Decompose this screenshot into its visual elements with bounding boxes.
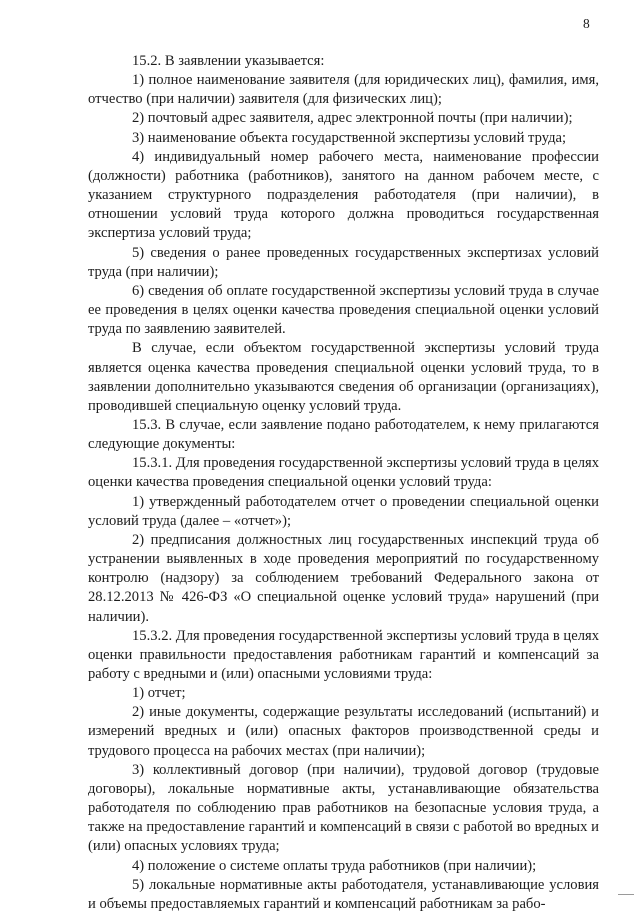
paragraph-15-2-item-4: 4) индивидуальный номер рабочего места, наименование профессии (должности) работника (работников), занятого на данном рабочем месте, с указанием структурного подразделения работодателя (при наличии), в отношении условий труда которого должна проводиться государственная экспертиза условий труда; [88,148,599,242]
paragraph-15-3-2-item-4: 4) положение о системе оплаты труда работников (при наличии); [132,857,537,874]
document-body [88,52,599,914]
paragraph-15-3-1-item-2: 2) предписания должностных лиц государственных инспекций труда об устранении выявленных в ходе проведения мероприятий по государственному контролю (надзору) за соблюдением требований Федерального закона от 28.12.2013 № 426-ФЗ «О специальной оценке условий труда» нарушений (при наличии). [88,531,599,625]
paragraph-15-2-item-2: 2) почтовый адрес заявителя, адрес электронной почты (при наличии); [132,110,573,127]
page-number: 8 [583,16,590,31]
paragraph-special-assessment-note: В случае, если объектом государственной экспертизы условий труда является оценка качества проведения специальной оценки условий труда, то в заявлении дополнительно указываются сведения об организации (организациях), проводившей специальную оценку условий труда. [88,340,599,414]
scan-edge-mark [618,894,634,895]
paragraph-15-3-2-item-3: 3) коллективный договор (при наличии), трудовой договор (трудовые договоры), локальные нормативные акты, устанавливающие обязательства работодателя по соблюдению прав работников на безопасные условия труда, а также на предоставление гарантий и компенсаций в связи с работой во вредных и (или) опасных условиях труда; [88,761,599,855]
paragraph-15-2-item-6: 6) сведения об оплате государственной экспертизы условий труда в случае ее проведения в целях оценки качества проведения специальной оценки условий труда по заявлению заявителей. [88,282,599,338]
paragraph-15-3-2-item-2: 2) иные документы, содержащие результаты исследований (испытаний) и измерений вредных и (или) опасных факторов производственной среды и трудового процесса на рабочих местах (при наличии); [88,704,599,759]
paragraph-15-2-item-3: 3) наименование объекта государственной экспертизы условий труда; [132,129,567,146]
paragraph-15-3-1-item-1: 1) утвержденный работодателем отчет о проведении специальной оценки условий труда (далее – «отчет»); [88,493,599,529]
paragraph-15-3-2-item-5: 5) локальные нормативные акты работодателя, устанавливающие условия и объемы предоставляемых гарантий и компенсаций работникам за рабо- [88,876,599,912]
paragraph-15-3-2: 15.3.2. Для проведения государственной экспертизы условий труда в целях оценки правильности предоставления работникам гарантий и компенсаций за работу с вредными и (или) опасными условиями труда: [88,627,599,682]
paragraph-15-2-item-1: 1) полное наименование заявителя (для юридических лиц), фамилия, имя, отчество (при наличии) заявителя (для физических лиц); [88,72,599,108]
paragraph-15-3-2-item-1: 1) отчет; [132,685,186,702]
paragraph-15-2: 15.2. В заявлении указывается: [132,53,325,69]
paragraph-15-2-item-5: 5) сведения о ранее проведенных государственных экспертизах условий труда (при наличии); [88,244,599,280]
paragraph-15-3-1: 15.3.1. Для проведения государственной экспертизы условий труда в целях оценки качества проведения специальной оценки условий труда: [88,455,599,491]
paragraph-15-3: 15.3. В случае, если заявление подано работодателем, к нему прилагаются следующие документы: [88,416,599,453]
